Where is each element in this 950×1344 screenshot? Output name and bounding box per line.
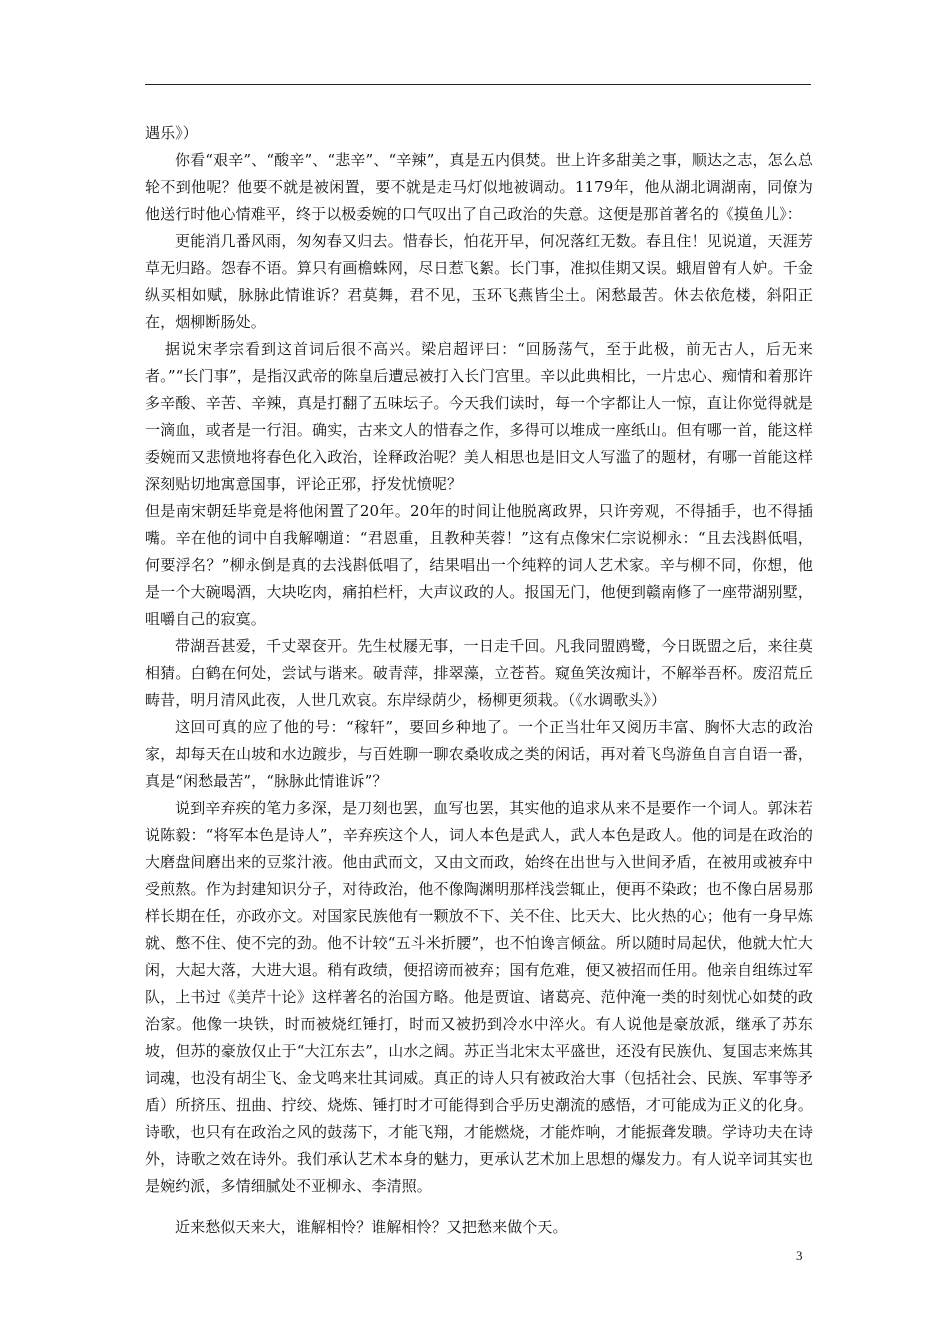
paragraph: 但是南宋朝廷毕竟是将他闲置了20年。20年的时间让他脱离政界，只许旁观，不得插手，也不得插嘴。辛在他的词中自我解嘲道：“君恩重，且教种芙蓉！”这有点像宋仁宗说柳永：“且去浅斟低唱，何要浮名？”柳永倒是真的去浅斟低唱了，结果唱出一个纯粹的词人艺术家。辛与柳不同，你想，他是一个大碗喝酒，大块吃肉，痛拍栏杆，大声议政的人。报国无门，他便到赣南修了一座带湖别墅，咀嚼自己的寂寞。 <box>145 502 813 628</box>
poem-mo-yu-er: 更能消几番风雨，匆匆春又归去。惜春长，怕花开早，何况落红无数。春且住！见说道，天涯芳草无归路。怨春不语。算只有画檐蛛网，尽日惹飞絮。长门事，准拟佳期又误。蛾眉曾有人妒。千金纵买相如赋，脉脉此情谁诉？君莫舞，君不见，玉环飞燕皆尘土。闲愁最苦。休去依危楼，斜阳正在，烟柳断肠处。 <box>145 232 813 331</box>
paragraph: 据说宋孝宗看到这首词后很不高兴。梁启超评曰：“回肠荡气，至于此极，前无古人，后无来者。”“长门事”，是指汉武帝的陈皇后遭忌被打入长门宫里。辛以此典相比，一片忠心、痴情和着那许多辛酸、辛苦、辛辣，真是打翻了五味坛子。今天我们读时，每一个字都让人一惊，直让你觉得就是一滴血，或者是一行泪。确实，古来文人的惜春之作，多得可以堆成一座纸山。但有哪一首，能这样委婉而又悲愤地将春色化入政治，诠释政治呢？美人相思也是旧文人写滥了的题材，有哪一首能这样深刻贴切地寓意国事，评论正邪，抒发忧愤呢？ <box>145 340 813 493</box>
header-rule <box>145 84 811 85</box>
poem-shui-diao-ge-tou: 带湖吾甚爱，千丈翠奁开。先生杖屦无事，一日走千回。凡我同盟鸥鹭，今日既盟之后，来往莫相猜。白鹤在何处，尝试与谐来。破青萍，排翠藻，立苍苔。窥鱼笑汝痴计，不解举吾杯。废沼荒丘畴昔，明月清风此夜，人世几欢哀。东岸绿荫少，杨柳更须栽。（《水调歌头》） <box>145 637 813 709</box>
closing-line: 近来愁似天来大，谁解相怜？谁解相怜？又把愁来做个天。 <box>175 1218 568 1236</box>
body-text <box>145 120 813 1241</box>
paragraph-fragment: 遇乐》） <box>145 124 198 142</box>
paragraph: 说到辛弃疾的笔力多深，是刀刻也罢，血写也罢，其实他的追求从来不是要作一个词人。郭沫若说陈毅：“将军本色是诗人”，辛弃疾这个人，词人本色是武人，武人本色是政人。他的词是在政治的大磨盘间磨出来的豆浆汁液。他由武而文，又由文而政，始终在出世与入世间矛盾，在被用或被弃中受煎熬。作为封建知识分子，对待政治，他不像陶渊明那样浅尝辄止，便再不染政；也不像白居易那样长期在任，亦政亦文。对国家民族他有一颗放不下、关不住、比天大、比火热的心；他有一身早炼就、憋不住、使不完的劲。他不计较“五斗米折腰”，也不怕谗言倾盆。所以随时局起伏，他就大忙大闲，大起大落，大进大退。稍有政绩，便招谤而被弃；国有危难，便又被招而任用。他亲自组练过军队，上书过《美芹十论》这样著名的治国方略。他是贾谊、诸葛亮、范仲淹一类的时刻忧心如焚的政治家。他像一块铁，时而被烧红锤打，时而又被扔到冷水中淬火。有人说他是豪放派，继承了苏东坡，但苏的豪放仅止于“大江东去”，山水之阔。苏正当北宋太平盛世，还没有民族仇、复国志来炼其词魂，也没有胡尘飞、金戈鸣来壮其词威。真正的诗人只有被政治大事（包括社会、民族、军事等矛盾）所挤压、扭曲、拧绞、烧炼、锤打时才可能得到合乎历史潮流的感悟，才可能成为正义的化身。诗歌，也只有在政治之风的鼓荡下，才能飞翔，才能燃烧，才能炸响，才能振聋发聩。学诗功夫在诗外，诗歌之效在诗外。我们承认艺术本身的魅力，更承认艺术加上思想的爆发力。有人说辛词其实也是婉约派，多情细腻处不亚柳永、李清照。 <box>145 799 813 1195</box>
paragraph: 你看“艰辛”、“酸辛”、“悲辛”、“辛辣”，真是五内俱焚。世上许多甜美之事，顺达之志，怎么总轮不到他呢？他要不就是被闲置，要不就是走马灯似地被调动。1179年，他从湖北调湖南，同僚为他送行时他心情难平，终于以极委婉的口气叹出了自己政治的失意。这便是那首著名的《摸鱼儿》： <box>145 151 813 223</box>
paragraph: 这回可真的应了他的号：“稼轩”，要回乡种地了。一个正当壮年又阅历丰富、胸怀大志的政治家，却每天在山坡和水边踱步，与百姓聊一聊农桑收成之类的闲话，再对着飞鸟游鱼自言自语一番，真是“闲愁最苦”，“脉脉此情谁诉”？ <box>145 718 813 790</box>
page-number: 3 <box>796 1248 803 1263</box>
